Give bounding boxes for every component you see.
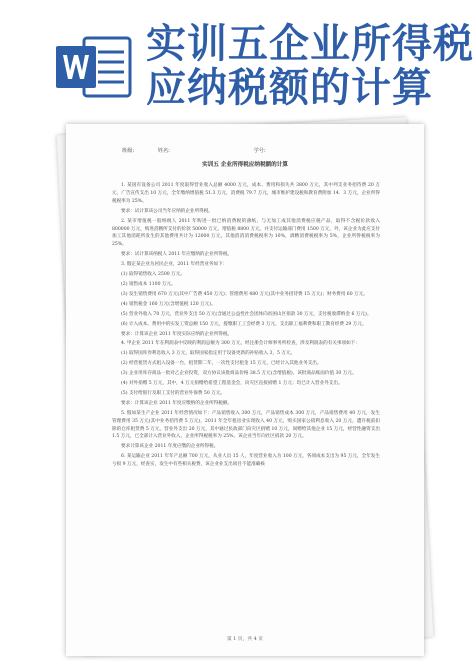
student-info-row — [122, 148, 382, 156]
banner-title-line1: 实训五企业所得税 — [146, 21, 474, 67]
paragraph: (3) 发生销售费用 670 万元(其中广告费 450 万元)；管理费用 480 万元(其中业务招待费 15 万元)；财务费用 60 万元。 — [121, 291, 368, 297]
paragraph: (2) 经营租赁方式租入设备一台，租赁期二年，一次性支付租金 15 万元，已经计入其他业务支出。 — [121, 361, 322, 367]
paragraph: 6. 某运输企业 2011 年年产总额 700 万元，从业人员 15 人，年度营业收入为 100 万元，各项成本支出为 95 万元，全年发生亏损 9 万元，经查实，发生中有些相关税费，该企业业支出项目不能准确核 — [112, 454, 380, 468]
paragraph: 要求计算该企业 2011 年度应缴的企业所得税。 — [121, 444, 219, 450]
paragraph: (4) 销售税金 160 万元(含增值税 120 万元)。 — [121, 301, 216, 307]
paragraph: (1) 取得销售收入 2500 万元。 — [121, 272, 185, 278]
document-title: 实训五 企业所得税应纳税额的计算 — [202, 162, 288, 168]
paragraph: (4) 对外捐赠 5 万元，其中，4 万元捐赠给希望工程基金会，向灾区直接捐赠 1 万元；均已计入营业外支出。 — [121, 381, 343, 387]
paragraph: 要求：试计算该纳税人 2011 年应缴纳的企业所得税。 — [121, 252, 233, 258]
document-page — [66, 124, 424, 656]
word-icon — [54, 34, 132, 100]
paragraph: 4. 甲企业 2011 年在利润表中反映的利润总额为 300 万元，经注册会计师事务所检查，涉及利润表的有关事项如下： — [121, 341, 360, 347]
banner — [0, 0, 474, 115]
class-label: 班级: — [122, 148, 135, 154]
paragraph: 1. 某国有设备公司 2011 年度取得营业收入总额 4000 万元，成本、费用和损失共 3800 万元，其中列支业务招待费 20 万元，广告宣传支出 10 万元，全年缴纳增值税 51.3 万元，消费税 79.7 万元，城市维护建设税和教育费附加 14．3 万元，企业所得税税率为 25%。 — [112, 183, 380, 204]
paragraph: (6) 计入成本、费用中的实发工资总额 150 万元，拨缴职工工会经费 3 万元，支出职工福利费和职工教育经费 29 万元。 — [121, 321, 367, 327]
banner-title-line2: 应纳税额的计算 — [146, 65, 433, 111]
paragraph: 3. 假定某企业为居民企业，2011 年经营业务如下： — [121, 262, 228, 268]
paragraph: (3) 企业用库存商品一批对乙企业投资，双方协议该批商品价格 38.5 万元(含增值税)，该批商品账面价值 30 万元。 — [121, 371, 357, 377]
student-id-label: 学号: — [253, 148, 266, 154]
paragraph: 5. 假如某生产企业 2011 年经营情况如下：产品销售收入 300 万元，产品销售成本 300 万元，产品销售费用 40 万元，发生管理费用 35 万元(其中业务招待费 5 万元)，2011 年全年租房业实现收入 40 万元，购买国家公债利息收入 20 万元，遭许税前扣除的仓库租赁费 5 万元，营业外支出 20 万元，其中通过民政部门向灾区捐赠 10 万元，间赠给其他企业 15 万元，经营性融资支出 1.5 万元，已全部计入营业外收入，企业所得税税率为 25%，该企业当年向社区捐款 20 万元。 — [112, 410, 380, 440]
paragraph: 要求：计算该企业 2011 年度应缴纳的企业所得税额。 — [121, 400, 233, 406]
paragraph: (5) 支付给银行及职工支付的营业外保费 50 万元。 — [121, 390, 226, 396]
paragraph: 要求：计算该企业 2011 年度实际应纳的企业所得税。 — [121, 331, 233, 337]
paragraph: 要求：试计算该公司当年应纳的企业所得税。 — [121, 208, 213, 214]
paragraph: (1) 取得国库券利息收入 3 万元，取得国家指定用于设备更新的补贴收入 3，5 万元。 — [121, 351, 296, 357]
paragraph: (2) 销售成本 1100 万元。 — [121, 281, 176, 287]
paragraph: (5) 营业外收入 70 万元，营业外支出 50 万元(含通过公益性社会团体向贫困山区捐款 30 万元，支付税收滞纳金 6 万元)。 — [121, 311, 372, 317]
document-body — [112, 182, 380, 471]
paragraph: 2. 某市增值税一般纳税人 2011 年购进一批已纳消费税的薄纸，与无加工成其他消费税应税产品，取得不含税价款收入 800000 万元，购进消精所支付的价款 50000 万元，增值税 8800 万元，并支付运输部门费用 1500 万元，外，该企业为此应支付加工其他消耗所发生的其他费用共计为 12000 万元，其他消消消费税税率为 10%，酒精消费税税率为 5%，企业所得税税率为 25%。 — [112, 218, 380, 248]
name-label: 姓名: — [157, 148, 170, 154]
page-number: 第 1 页，共 4 页 — [226, 637, 264, 643]
